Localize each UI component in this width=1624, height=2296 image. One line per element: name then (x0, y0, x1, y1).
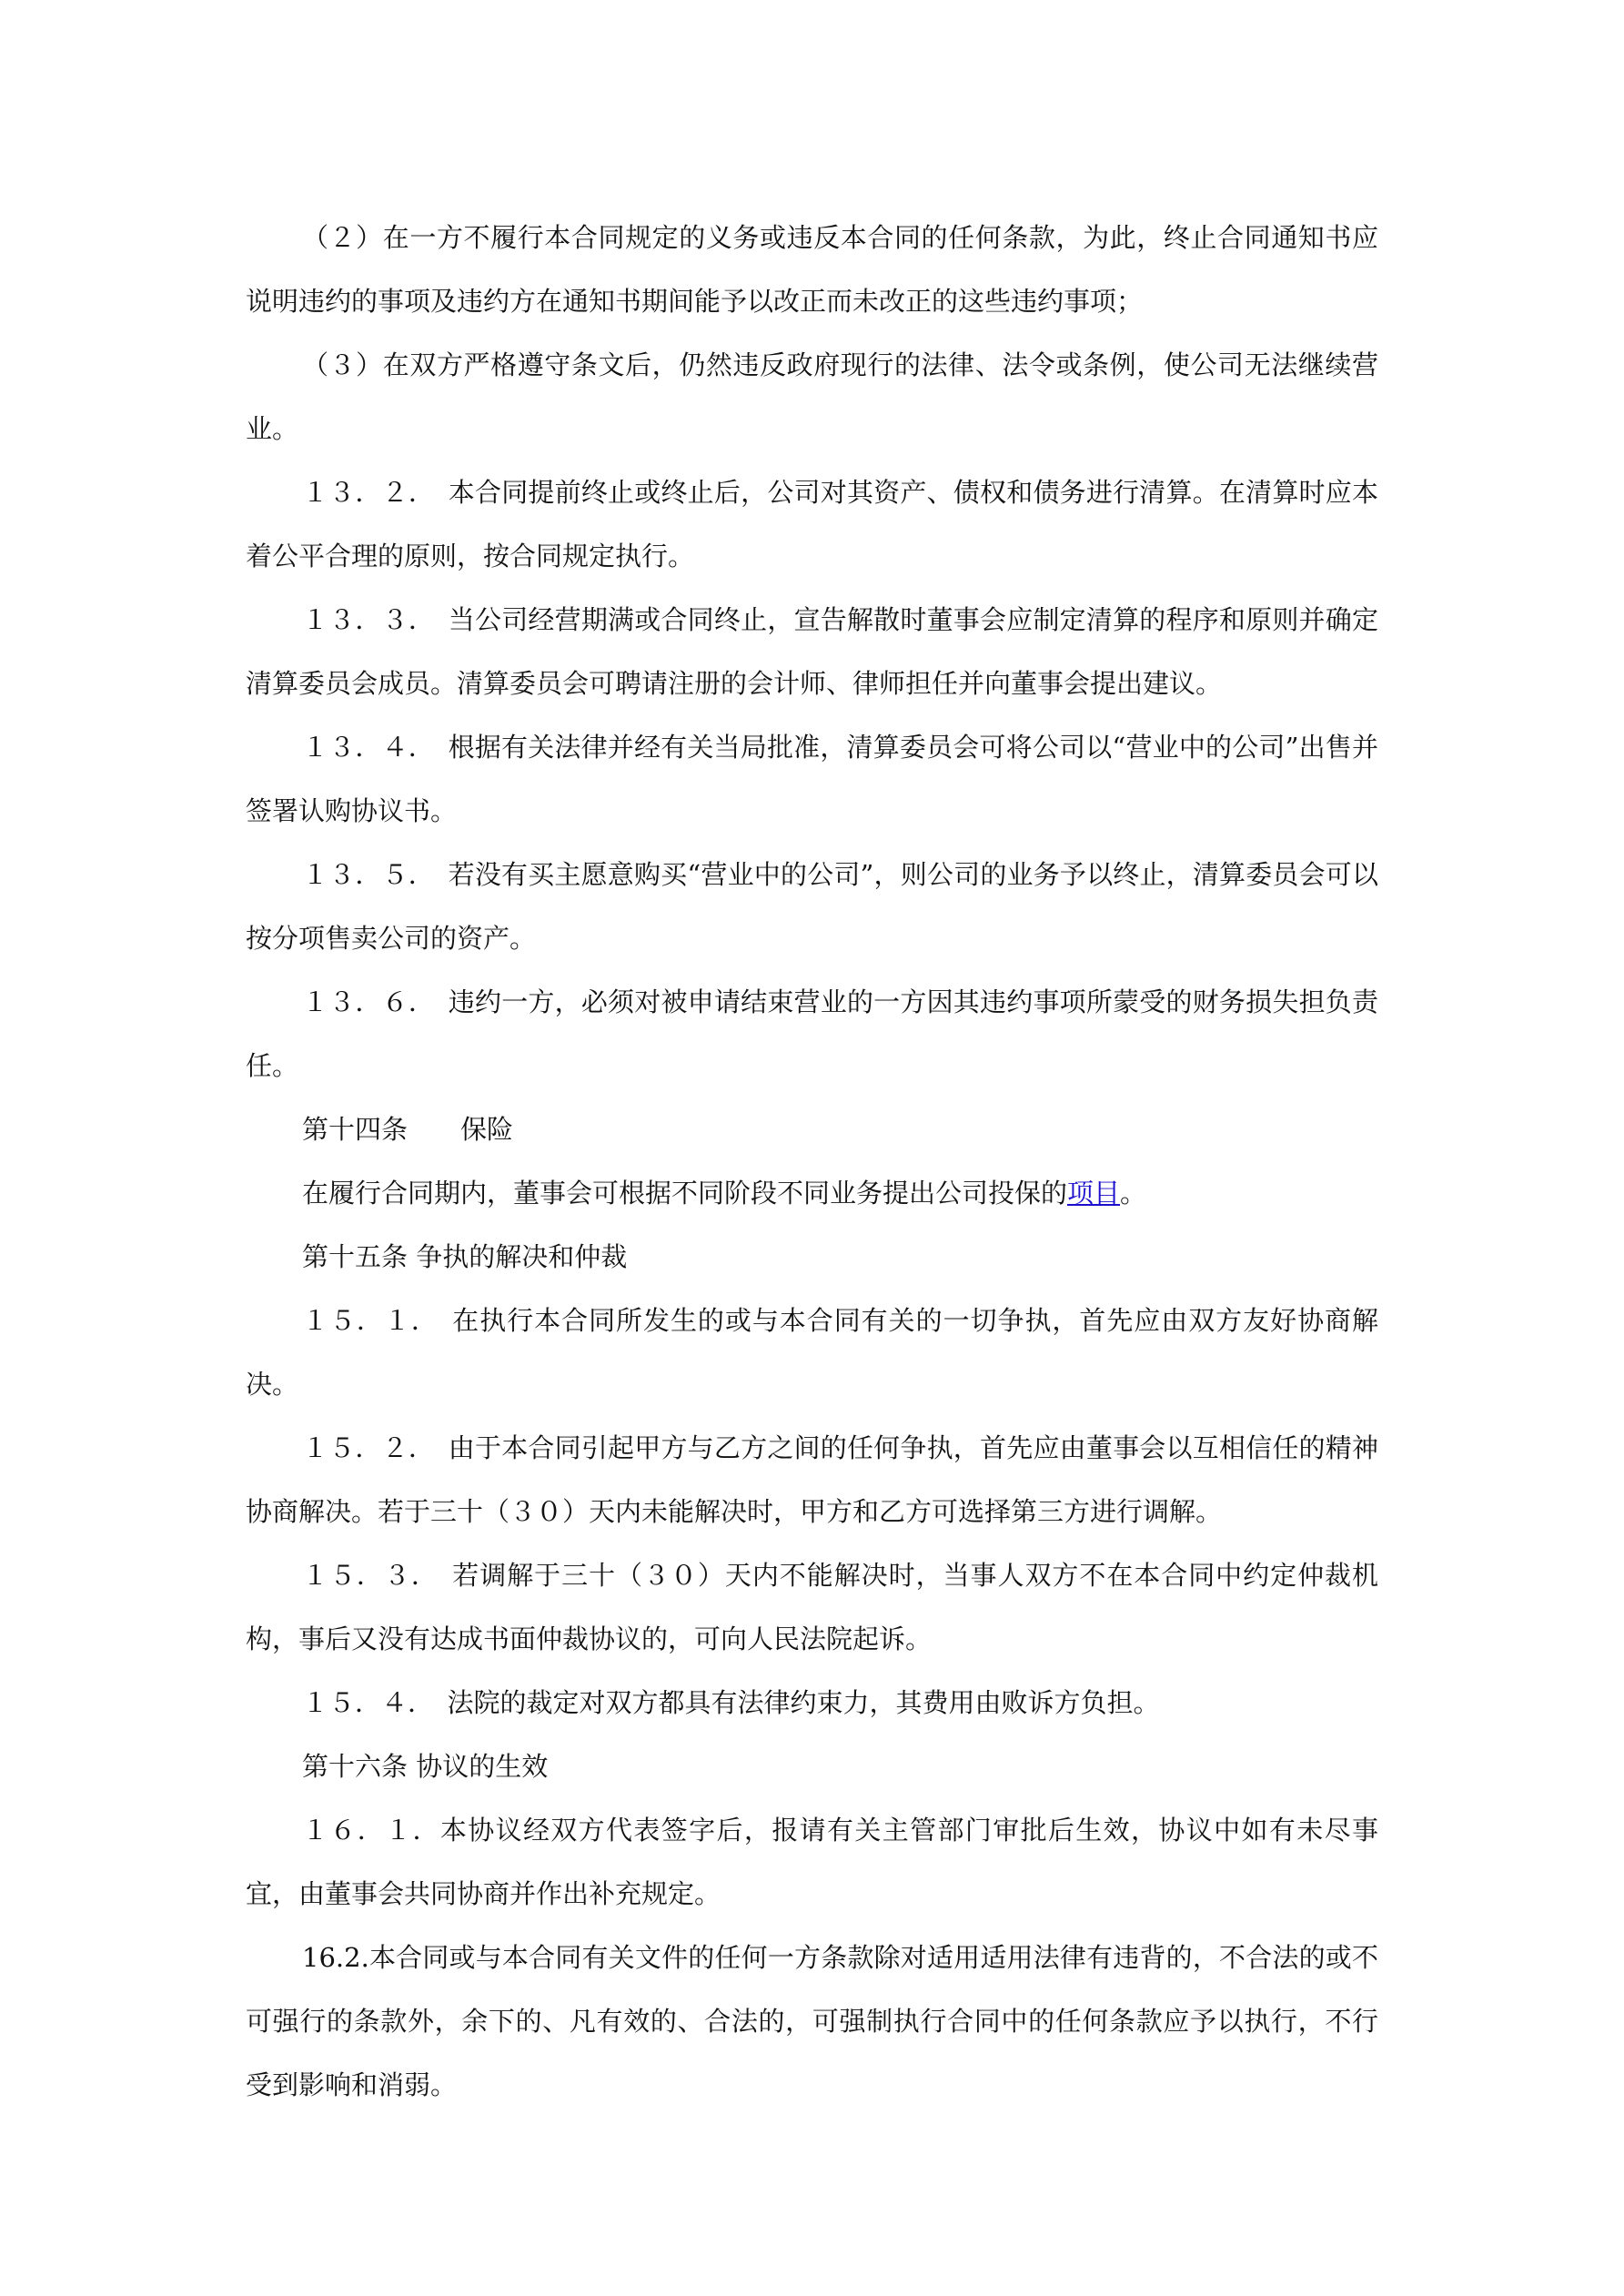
clause-16-1: １６．１．本协议经双方代表签字后，报请有关主管部门审批后生效，协议中如有未尽事宜，由董事会共同协商并作出补充规定。 (246, 1815, 1378, 1909)
clause-15-3: １５．３． 若调解于三十（３０）天内不能解决时，当事人双方不在本合同中约定仲裁机构，事后又没有达成书面仲裁协议的，可向人民法院起诉。 (246, 1560, 1378, 1654)
clause-15-1: １５．１． 在执行本合同所发生的或与本合同有关的一切争执，首先应由双方友好协商解决。 (246, 1305, 1378, 1400)
article-15-heading: 第十五条 争执的解决和仲裁 (302, 1241, 628, 1272)
article-16-heading: 第十六条 协议的生效 (302, 1751, 549, 1782)
clause-16-2: 16.2.本合同或与本合同有关文件的任何一方条款除对适用适用法律有违背的，不合法的或不可强行的条款外，余下的、凡有效的、合法的，可强制执行合同中的任何条款应予以执行，不行受到影响和消弱。 (246, 1942, 1378, 2100)
clause-15-4: １５．４． 法院的裁定对双方都具有法律约束力，其费用由败诉方负担。 (302, 1687, 1160, 1718)
article-14-text-end: 。 (1120, 1178, 1147, 1209)
article-14-body (246, 1161, 1378, 1225)
clause-13-2: １３．２． 本合同提前终止或终止后，公司对其资产、债权和债务进行清算。在清算时应本着公平合理的原则，按合同规定执行。 (246, 477, 1378, 571)
article-14-heading: 第十四条 保险 (302, 1114, 514, 1145)
clause-13-4: １３．４． 根据有关法律并经有关当局批准，清算委员会可将公司以“营业中的公司”出售并签署认购协议书。 (246, 732, 1378, 826)
clause-13-6: １３．６． 违约一方，必须对被申请结束营业的一方因其违约事项所蒙受的财务损失担负责任。 (246, 986, 1378, 1081)
clause-13-1-3: （３）在双方严格遵守条文后，仍然违反政府现行的法律、法令或条例，使公司无法继续营业。 (246, 349, 1378, 444)
clause-13-5: １３．５． 若没有买主愿意购买“营业中的公司”，则公司的业务予以终止，清算委员会可以按分项售卖公司的资产。 (246, 859, 1378, 954)
article-14-text: 在履行合同期内，董事会可根据不同阶段不同业务提出公司投保的 (302, 1178, 1068, 1209)
document-page (246, 206, 1378, 2117)
clause-13-3: １３．３． 当公司经营期满或合同终止，宣告解散时董事会应制定清算的程序和原则并确定清算委员会成员。清算委员会可聘请注册的会计师、律师担任并向董事会提出建议。 (246, 604, 1378, 699)
clause-15-2: １５．２． 由于本合同引起甲方与乙方之间的任何争执，首先应由董事会以互相信任的精神协商解决。若于三十（３０）天内未能解决时，甲方和乙方可选择第三方进行调解。 (246, 1432, 1378, 1527)
clause-13-1-2: （２）在一方不履行本合同规定的义务或违反本合同的任何条款，为此，终止合同通知书应说明违约的事项及违约方在通知书期间能予以改正而未改正的这些违约事项； (246, 222, 1378, 317)
project-link[interactable]: 项目 (1067, 1178, 1121, 1209)
